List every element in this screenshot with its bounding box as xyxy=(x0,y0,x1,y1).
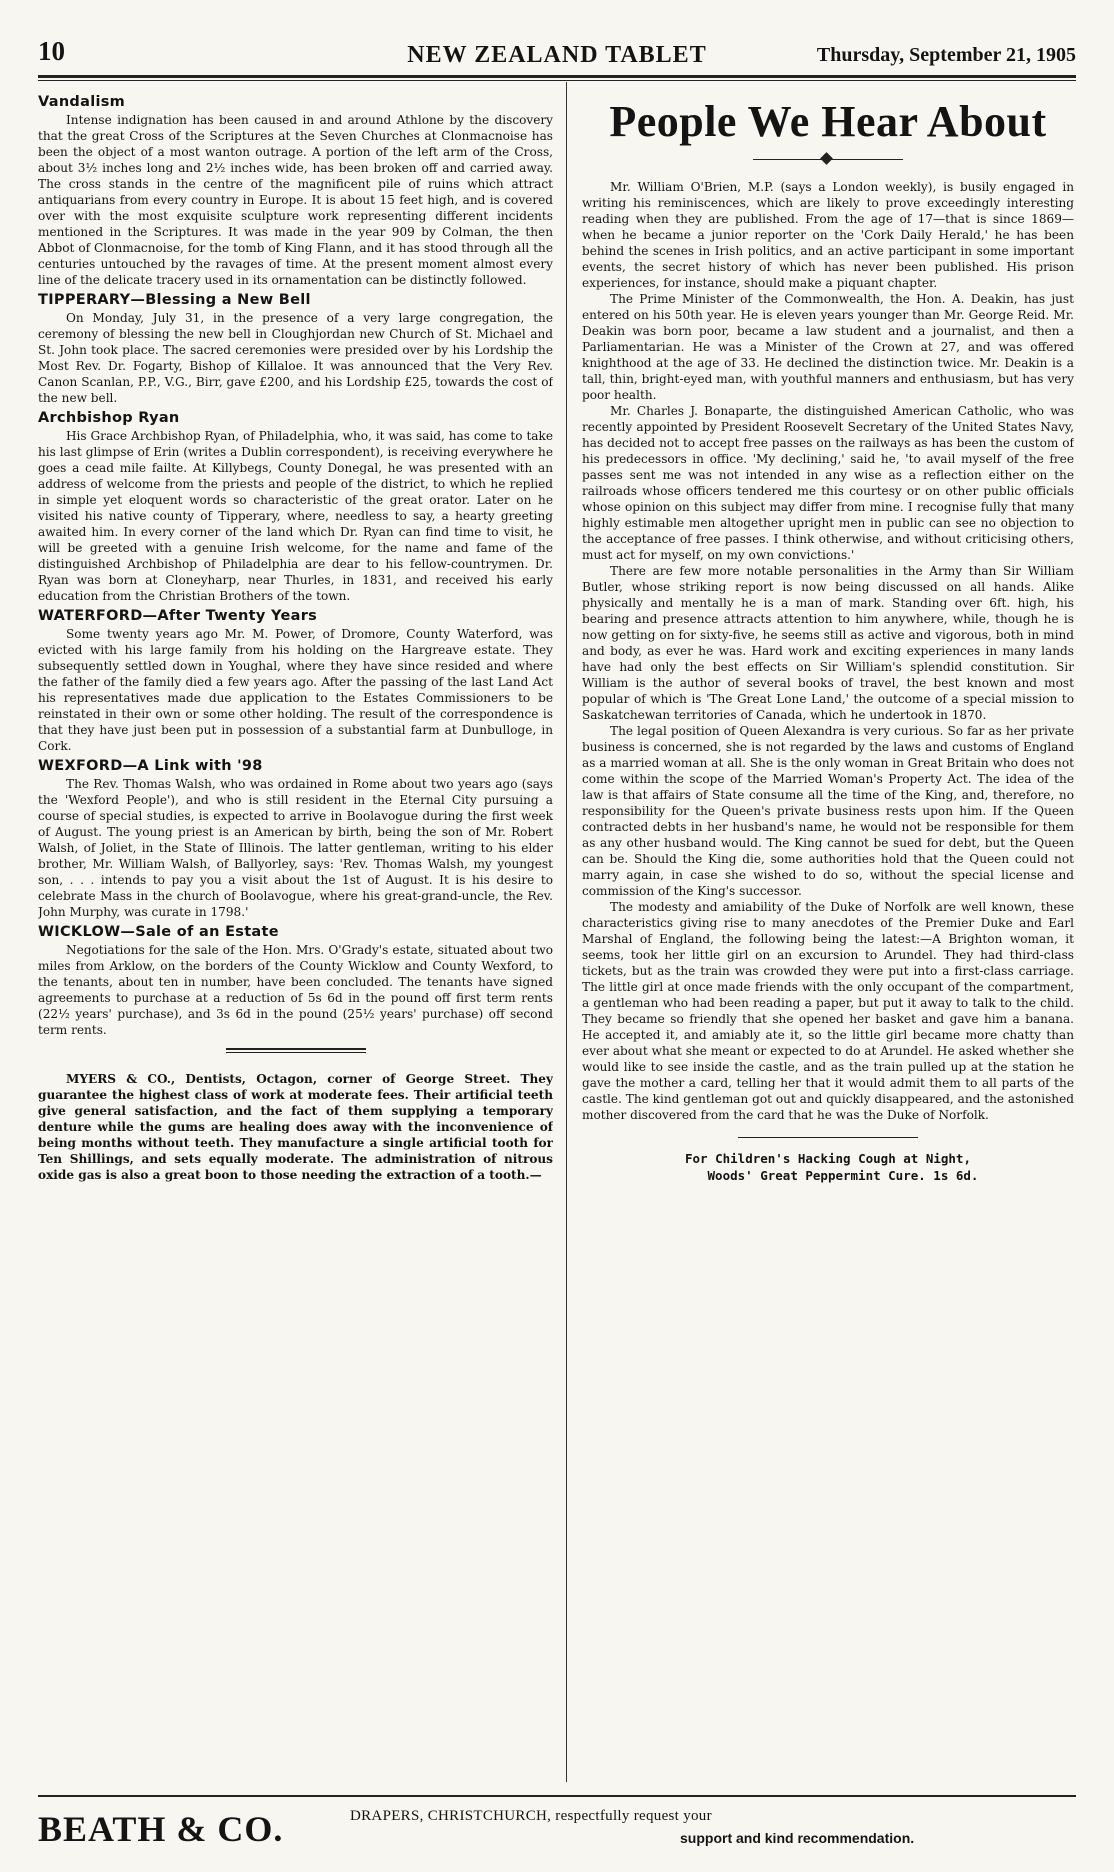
article-archbishop-ryan xyxy=(38,409,553,604)
article-heading: Vandalism xyxy=(38,94,126,110)
right-column xyxy=(582,90,1074,1790)
article-paragraph: The Prime Minister of the Commonwealth, the Hon. A. Deakin, has just entered on his 50th year. He is eleven years younger than Mr. George Reid. Mr. Deakin was born poor, became a law student and a journalist, and then a Parliamentarian. He was a Minister of the Crown at 27, and was offered knighthood at the age of 33. He declined the distinction twice. Mr. Deakin is a tall, thin, bright-eyed man, with youthful manners and enthusiasm, but has very poor health. xyxy=(582,292,1074,402)
page-number: 10 xyxy=(38,36,65,66)
article-paragraph: Mr. William O'Brien, M.P. (says a London weekly), is busily engaged in writing his reminiscences, which are likely to prove exceedingly interesting reading when they are published. From the age of 17—that is since 1869—when he became a junior reporter on the 'Cork Daily Herald,' he has been behind the scenes in Irish politics, and an active participant in some important events, the secret history of which has never been published. His prison experiences, for instance, should make a piquant chapter. xyxy=(582,180,1074,290)
article-wexford xyxy=(38,757,553,920)
article-paragraph: Some twenty years ago Mr. M. Power, of Dromore, County Waterford, was evicted with his large family from his holding on the Hargreave estate. They subsequently settled down in Youghal, where they have since resided and where the father of the family died a few years ago. After the passing of the last Land Act his representatives made due application to the Estates Commissioners to be reinstated in their own or some other holding. The result of the correspondence is that they have just been put in possession of a substantial farm at Dunbulloge, in Cork. xyxy=(38,627,553,753)
article-paragraph: Intense indignation has been caused in and around Athlone by the discovery that the great Cross of the Scriptures at the Seven Churches at Clonmacnoise has been the object of a most wanton outrage. A portion of the left arm of the Cross, about 3½ inches long and 2½ inches wide, has been broken off and carried away. The cross stands in the centre of the magnificent pile of ruins which attract antiquarians from every country in Europe. It is about 15 feet high, and is covered over with the most exquisite sculpture work representing different incidents mentioned in the Scriptures. It was made in the year 909 by Colman, the then Abbot of Clonmacnoise, for the tomb of King Flann, and it has stood through all the centuries untouched by the ravages of time. At the present moment almost every line of the delicate tracery used in its ornamentation can be distinctly followed. xyxy=(38,113,553,287)
article-heading: WATERFORD—After Twenty Years xyxy=(38,608,318,624)
dentist-advertisement: MYERS & CO., Dentists, Octagon, corner of George Street. They guarantee the highest class of work at moderate fees. Their artificial teeth give general satisfaction, and the fact of them supplying a temporary denture while the gums are healing does away with the inconvenience of being months without teeth. They manufacture a single artificial tooth for Ten Shillings, and sets equally moderate. The administration of nitrous oxide gas is also a great boon to those needing the extraction of a tooth.— xyxy=(38,1072,553,1182)
left-column xyxy=(38,90,553,1790)
article-wicklow xyxy=(38,923,553,1038)
footer-line-2: support and kind recommendation. xyxy=(680,1830,915,1846)
article-waterford xyxy=(38,607,553,754)
masthead-rule-thin xyxy=(38,80,1076,81)
article-paragraph: Negotiations for the sale of the Hon. Mrs. O'Grady's estate, situated about two miles from Arklow, on the borders of the County Wicklow and County Wexford, to the tenants, about ten in number, have been concluded. The tenants have signed agreements to purchase at a reduction of 5s 6d in the pound off first term rents (22½ years' purchase), and 3s 6d in the pound (25½ years' purchase) off second term rents. xyxy=(38,943,553,1037)
diamond-icon xyxy=(820,152,833,165)
feature-title: People We Hear About xyxy=(609,97,1047,146)
footer-brand: BEATH & CO. xyxy=(38,1809,284,1849)
article-paragraph: Mr. Charles J. Bonaparte, the distinguished American Catholic, who was recently appointed by President Roosevelt Secretary of the United States Navy, has decided not to accept free passes on the railways as has been the custom of his predecessors in office. 'My declining,' said he, 'to avail myself of the free passes sent me was not intended in any wise as a reflection either on the railroads whose officers tendered me this courtesy or on other public officials whose opinion on this subject may differ from mine. I recognise fully that many highly estimable men altogether upright men in public can see no objection to the acceptance of free passes. I think otherwise, and without criticising others, must act for myself, on my own convictions.' xyxy=(582,404,1074,562)
footer-advertisement xyxy=(38,1800,1076,1860)
masthead-rule xyxy=(38,75,1076,78)
footer-line-1: DRAPERS, CHRISTCHURCH, respectfully request your xyxy=(350,1808,712,1824)
masthead xyxy=(38,30,1076,72)
article-paragraph: On Monday, July 31, in the presence of a very large congregation, the ceremony of blessing the new bell in Cloughjordan new Church of St. Michael and St. John took place. The sacred ceremonies were presided over by his Lordship the Most Rev. Dr. Fogarty, Bishop of Killaloe. It was announced that the Very Rev. Canon Scanlan, P.P., V.G., Birr, gave £200, and his Lordship £25, towards the cost of the new bell. xyxy=(38,311,553,405)
article-paragraph: His Grace Archbishop Ryan, of Philadelphia, who, it was said, has come to take his last glimpse of Erin (writes a Dublin correspondent), is receiving everywhere he goes a cead mile failte. At Killybegs, County Donegal, he was presented with an address of welcome from the priests and people of the district, to which he replied in simple yet eloquent words so characteristic of the great orator. Later on he visited his native county of Tipperary, where, needless to say, a hearty greeting awaited him. In every corner of the land which Dr. Ryan can find time to visit, he will be greeted with a genuine Irish welcome, for the name and fame of the distinguished Archbishop of Philadelphia are dear to his fellow-countrymen. Dr. Ryan was born at Cloneyharp, near Thurles, in 1831, and received his early education from the Christian Brothers of the town. xyxy=(38,429,553,603)
remedy-line-2: Woods' Great Peppermint Cure. 1s 6d. xyxy=(707,1168,979,1183)
article-vandalism xyxy=(38,93,553,288)
article-paragraph: There are few more notable personalities in the Army than Sir William Butler, whose striking report is now being discussed on all hands. Alike physically and mentally he is a man of mark. Standing over 6ft. high, his bearing and presence attracts attention to him anywhere, while, though he is now getting on for sixty-five, he seems still as active and vigorous, both in mind and body, as ever he was. Hard work and exciting experiences in many lands have had only the best effects on Sir William's splendid constitution. Sir William is the author of several books of travel, the best known and most popular of which is 'The Great Lone Land,' the outcome of a special mission to Saskatchewan territories of Canada, which he undertook in 1870. xyxy=(582,564,1074,722)
article-heading: WICKLOW—Sale of an Estate xyxy=(38,924,279,940)
article-paragraph: The Rev. Thomas Walsh, who was ordained in Rome about two years ago (says the 'Wexford People'), and who is still resident in the Eternal City pursuing a course of special studies, is expected to arrive in Boolavogue during the first week of August. The young priest is an American by birth, being the son of Mr. Robert Walsh, of Joliet, in the State of Illinois. The latter gentleman, writing to his elder brother, Mr. William Walsh, of Ballyorley, says: 'Rev. Thomas Walsh, my youngest son, . . . intends to pay you a visit about the 1st of August. It is his desire to celebrate Mass in the church of Boolavogue, where his great-grand-uncle, the Rev. John Murphy, was curate in 1798.' xyxy=(38,777,553,919)
article-paragraph: The legal position of Queen Alexandra is very curious. So far as her private business is concerned, she is not regarded by the laws and customs of England as a married woman at all. She is the only woman in Great Britain who does not come within the scope of the Married Woman's Property Act. The idea of the law is that affairs of State consume all the time of the King, and, therefore, no responsibility for the Queen's private business rests upon him. If the Queen contracted debts in her husband's name, he would not be responsible for them as any other husband would. The King cannot be sued for debt, but the Queen can be. Should the King die, some authorities hold that the Queen could not marry again, in case she wished to do so, without the special license and commission of the King's successor. xyxy=(582,724,1074,898)
article-heading: TIPPERARY—Blessing a New Bell xyxy=(38,292,311,308)
footer-rule xyxy=(38,1795,1076,1797)
article-heading: Archbishop Ryan xyxy=(38,410,180,426)
article-heading: WEXFORD—A Link with '98 xyxy=(38,758,263,774)
title-ornament xyxy=(753,159,903,170)
advertisement-rule xyxy=(226,1048,366,1053)
remedy-line-1: For Children's Hacking Cough at Night, xyxy=(685,1151,971,1166)
remedy-rule xyxy=(738,1137,918,1138)
article-tipperary xyxy=(38,291,553,406)
remedy-advertisement xyxy=(582,1150,1074,1184)
column-divider xyxy=(566,82,567,1782)
article-paragraph: The modesty and amiability of the Duke of Norfolk are well known, these characteristics giving rise to many anecdotes of the Premier Duke and Earl Marshal of England, the following being the latest:—A Brighton woman, it seems, took her little girl on an excursion to Arundel. They had third-class tickets, but as the train was crowded they were put into a first-class carriage. The little girl at once made friends with the only occupant of the compartment, a gentleman who had been reading a paper, but put it away to talk to the child. They became so friendly that she opened her basket and gave him a banana. He accepted it, and amiably ate it, so the little girl became more chatty than ever about what she meant or expected to do at Arundel. He asked whether she would like to see inside the castle, and as the train pulled up at the station he gave the mother a card, telling her that it would admit them to all parts of the castle. The kind gentleman got out and quickly disappeared, and the astonished mother discovered from the card that he was the Duke of Norfolk. xyxy=(582,900,1074,1122)
paper-title: NEW ZEALAND TABLET xyxy=(407,42,707,68)
issue-date: Thursday, September 21, 1905 xyxy=(816,44,1076,66)
